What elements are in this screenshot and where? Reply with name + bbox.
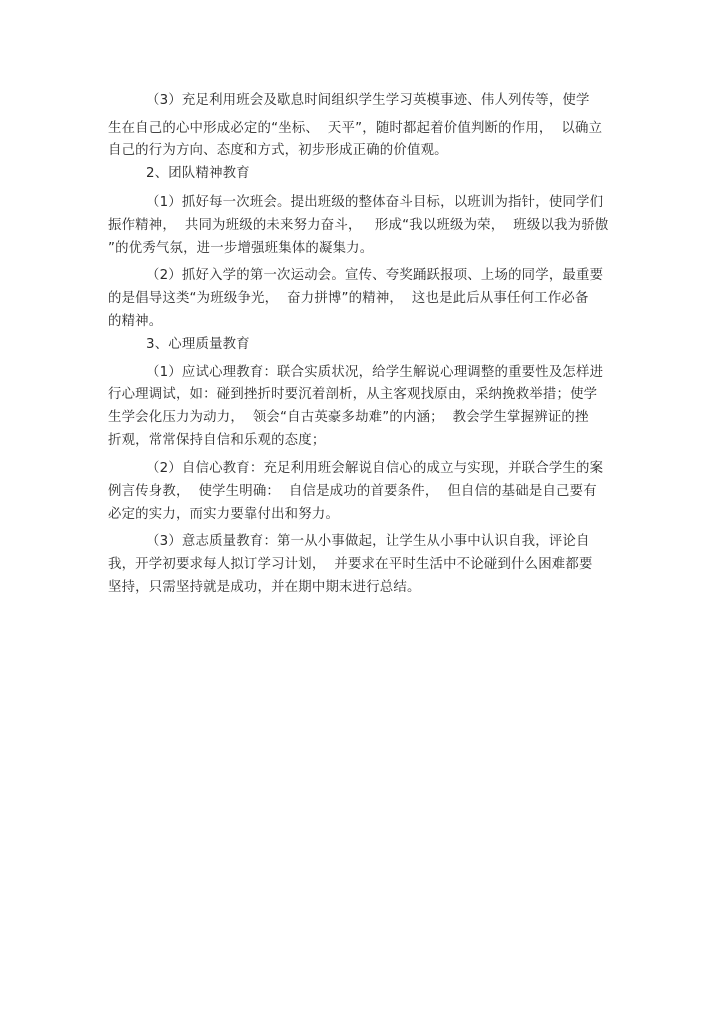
paragraph-2-line-1: （1）抓好每一次班会。提出班级的整体奋斗目标，以班训为指针，使同学们 <box>146 195 604 210</box>
paragraph-6-line-3: 坚持，只需坚持就是成功，并在期中期末进行总结。 <box>108 580 421 595</box>
paragraph-5-line-1: （2）自信心教育：充足利用班会解说自信心的成立与实现，并联合学生的案 <box>146 461 604 476</box>
paragraph-2-line-3: ”的优秀气氛，进一步增强班集体的凝集力。 <box>108 241 374 256</box>
paragraph-1-line-3: 自己的行为方向、态度和方式，初步形成正确的价值观。 <box>108 143 448 158</box>
paragraph-3-line-1: （2）抓好入学的第一次运动会。宣传、夸奖踊跃报项、上场的同学，最重要 <box>146 268 604 283</box>
paragraph-3-line-2: 的是倡导这类“为班级争光， 奋力拼博”的精神， 这也是此后从事任何工作必备 <box>108 291 589 306</box>
section-heading-team-spirit: 2、团队精神教育 <box>146 166 250 181</box>
paragraph-4-line-1: （1）应试心理教育：联合实质状况，给学生解说心理调整的重要性及怎样进 <box>146 365 604 380</box>
paragraph-3-line-3: 的精神。 <box>108 314 163 329</box>
paragraph-4-line-2: 行心理调试，如：碰到挫折时要沉着剖析，从主客观找原由，采纳挽救举措；使学 <box>108 387 598 402</box>
paragraph-4-line-4: 折观，常常保持自信和乐观的态度； <box>108 433 326 448</box>
paragraph-1-line-1: （3）充足利用班会及歇息时间组织学生学习英模事迹、伟人列传等，使学 <box>146 93 590 108</box>
paragraph-4-line-3: 生学会化压力为动力， 领会“自古英豪多劫难”的内涵； 教会学生掌握辨证的挫 <box>108 410 589 425</box>
paragraph-2-line-2: 振作精神， 共同为班级的未来努力奋斗， 形成“我以班级为荣， 班级以我为骄傲 <box>108 218 609 233</box>
paragraph-6-line-1: （3）意志质量教育：第一从小事做起，让学生从小事中认识自我，评论自 <box>146 534 590 549</box>
paragraph-1-line-2: 生在自己的心中形成必定的“坐标、 天平”，随时都起着价值判断的作用， 以确立 <box>108 121 603 136</box>
section-heading-psychology: 3、心理质量教育 <box>146 337 250 352</box>
paragraph-5-line-3: 必定的实力，而实力要靠付出和努力。 <box>108 507 340 522</box>
paragraph-6-line-2: 我，开学初要求每人拟订学习计划， 并要求在平时生活中不论碰到什么困难都要 <box>108 557 593 572</box>
paragraph-5-line-2: 例言传身教， 使学生明确： 自信是成功的首要条件， 但自信的基础是自己要有 <box>108 484 597 499</box>
